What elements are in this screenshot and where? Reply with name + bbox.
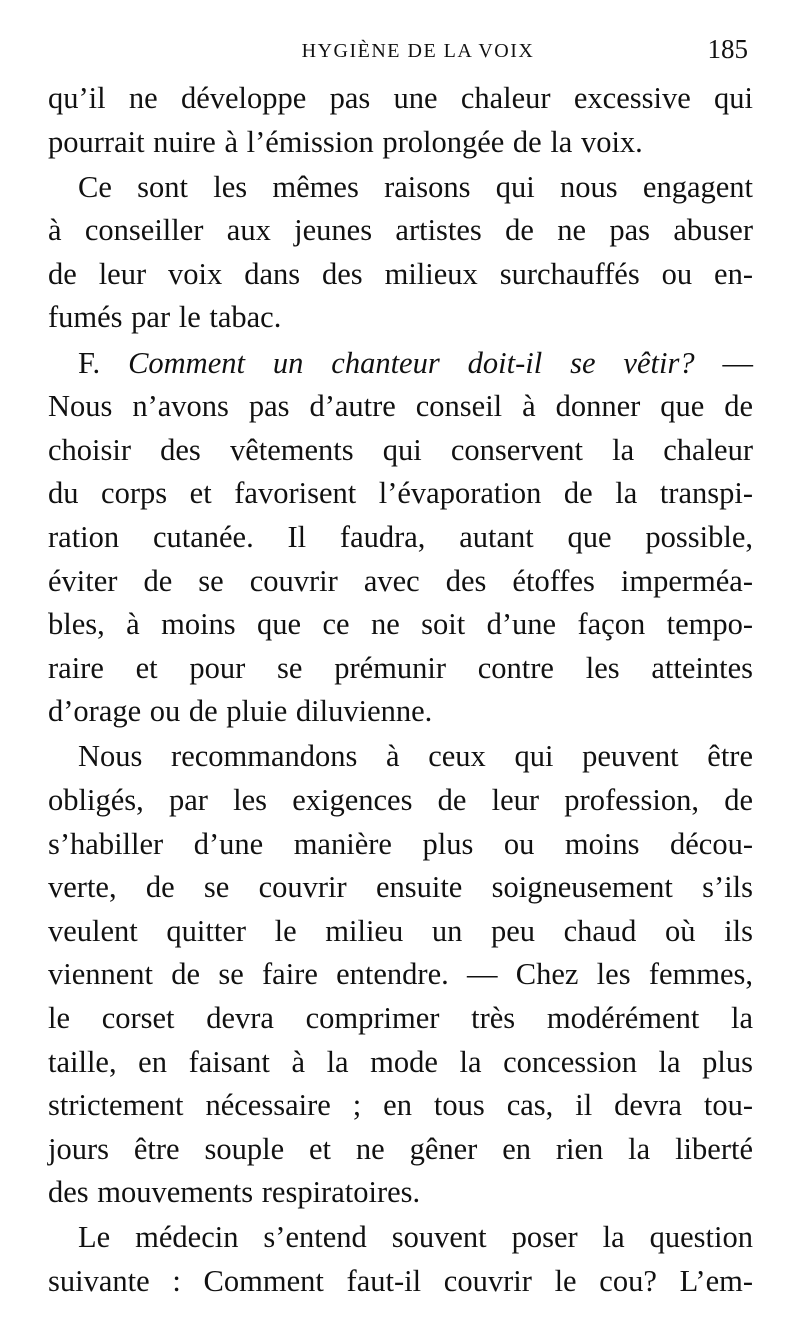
text-line: veulent quitter le milieu un peu chaud où ils [48,913,753,948]
text-line: ration cutanée. Il faudra, autant que possible, [48,519,753,554]
text-line: qu’il ne développe pas une chaleur excessive qui [48,81,753,115]
text-line: Ce sont les mêmes raisons qui nous engagent [78,169,753,204]
text-line: strictement nécessaire ; en tous cas, il devra tou- [48,1088,753,1123]
text-line: obligés, par les exigences de leur profession, de [48,783,753,817]
text-line: de leur voix dans des milieux surchauffés ou en- [48,256,753,291]
text-line: du corps et favorisent l’évaporation de la transpi- [48,476,753,511]
section-question: Comment un chanteur doit-il se vêtir? [128,345,695,380]
text-line: suivante : Comment faut-il couvrir le cou? L’em- [48,1264,753,1299]
text-line: jours être souple et ne gêner en rien la liberté [48,1131,753,1166]
text-line: raire et pour se prémunir contre les atteintes [48,650,753,685]
section-dash: — [694,345,753,380]
text-line: choisir des vêtements qui conservent la chaleur [48,432,753,467]
text-line: Nous recommandons à ceux qui peuvent être [78,739,753,774]
page-header [48,34,748,74]
text-line: viennent de se faire entendre. — Chez les femmes, [48,957,753,992]
text-line: s’habiller d’une manière plus ou moins décou- [48,826,753,861]
page-number: 185 [707,34,748,64]
text-line: verte, de se couvrir ensuite soigneusement s’ils [48,870,753,905]
text-line: à conseiller aux jeunes artistes de ne pas abuser [48,213,753,248]
section-letter: F. [78,345,129,380]
text-line: taille, en faisant à la mode la concession la plus [48,1044,753,1079]
text-line: bles, à moins que ce ne soit d’une façon tempo- [48,607,753,642]
text-line: des mouvements respiratoires. [48,1175,421,1210]
text-line: Nous n’avons pas d’autre conseil à donner que de [48,389,753,424]
text-line: d’orage ou de pluie diluvienne. [48,694,433,729]
text-line: fumés par le tabac. [48,300,282,335]
body-text [48,77,753,1304]
running-head: HYGIÈNE DE LA VOIX [301,40,535,62]
text-line: pourrait nuire à l’émission prolongée de la voix. [48,124,643,159]
text-line: éviter de se couvrir avec des étoffes imperméa- [48,563,753,598]
text-line: le corset devra comprimer très modérément la [48,1000,753,1035]
section-heading-line [48,342,753,386]
text-line: Le médecin s’entend souvent poser la question [78,1220,753,1255]
